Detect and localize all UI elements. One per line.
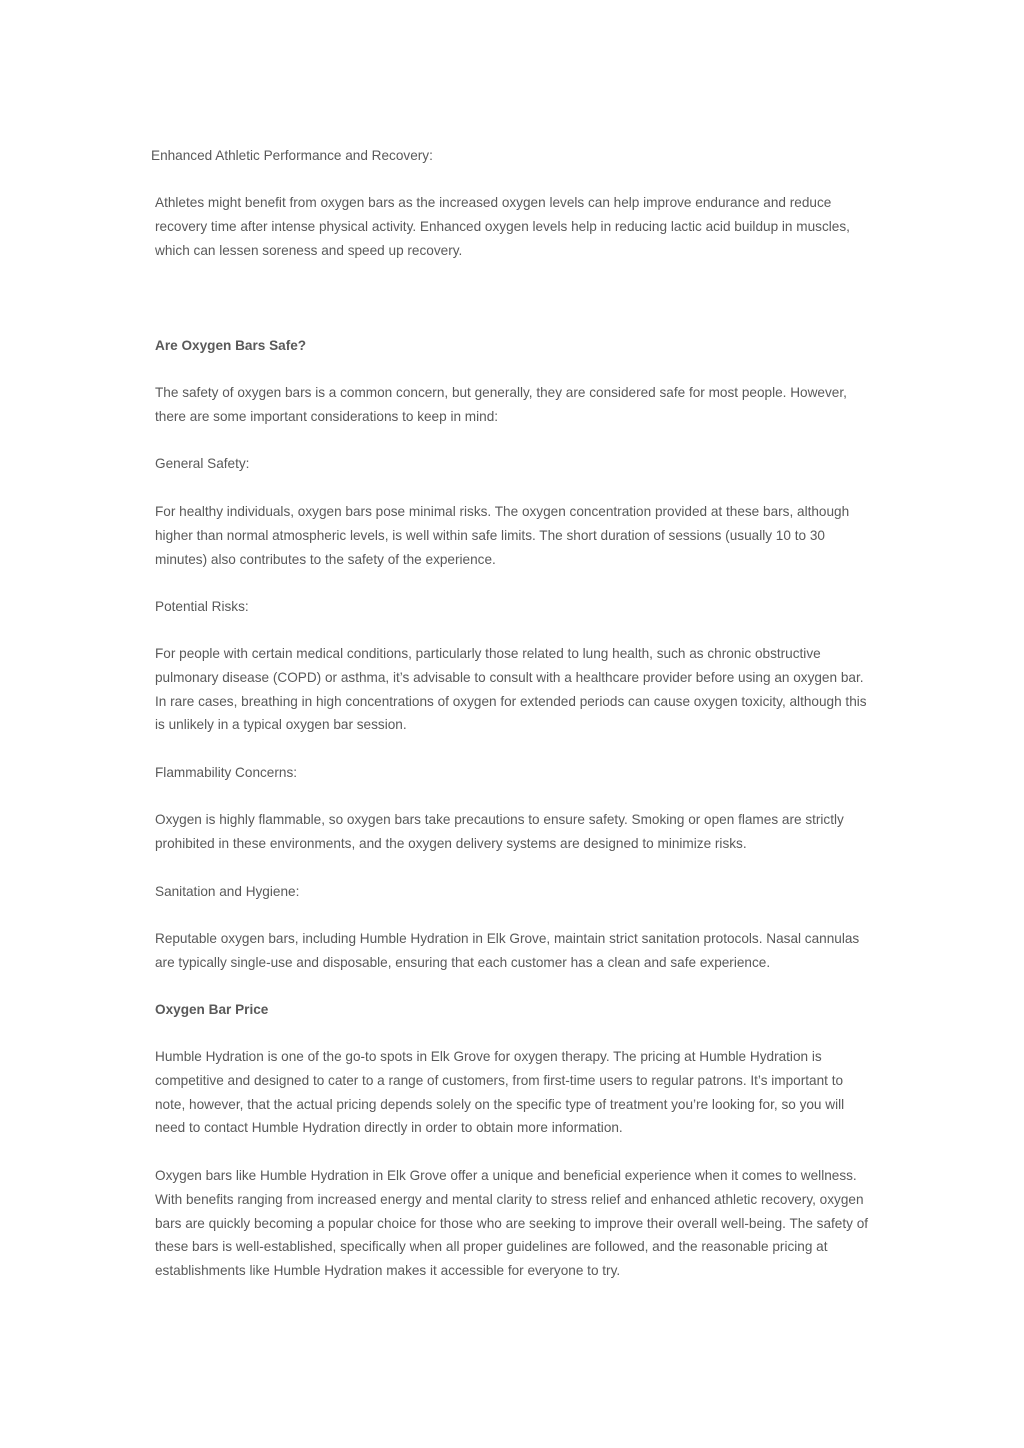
conclusion-paragraph: Oxygen bars like Humble Hydration in Elk Grove offer a unique and beneficial experience when it comes to wellness. With benefits ranging from increased energy and mental clarity to stress relief and enhanced athletic recovery, oxygen bars are quickly becoming a popular choice for those who are seeking to improve their overall well-being. The safety of these bars is well-established, specifically when all proper guidelines are followed, and the reasonable pricing at establishments like Humble Hydration makes it accessible for everyone to try.	[155, 1168, 869, 1279]
sanitation-paragraph: Reputable oxygen bars, including Humble Hydration in Elk Grove, maintain strict sanitation protocols. Nasal cannulas are typically single-use and disposable, ensuring that each customer has a clean and safe experience.	[155, 931, 860, 970]
sanitation-heading: Sanitation and Hygiene:	[155, 884, 300, 899]
safety-intro-paragraph: The safety of oxygen bars is a common concern, but generally, they are considered safe for most people. However, there are some important considerations to keep in mind:	[155, 385, 847, 424]
enhanced-performance-paragraph: Athletes might benefit from oxygen bars as the increased oxygen levels can help improve endurance and reduce recovery time after intense physical activity. Enhanced oxygen levels help in reducing lactic acid buildup in muscles, which can lessen soreness and speed up recovery.	[155, 195, 850, 258]
price-paragraph: Humble Hydration is one of the go-to spots in Elk Grove for oxygen therapy. The pricing at Humble Hydration is competitive and designed to cater to a range of customers, from first-time users to regular patrons. It’s important to note, however, that the actual pricing depends solely on the specific type of treatment you’re looking for, so you will need to contact Humble Hydration directly in order to obtain more information.	[155, 1049, 845, 1136]
general-safety-paragraph: For healthy individuals, oxygen bars pose minimal risks. The oxygen concentration provided at these bars, although higher than normal atmospheric levels, is well within safe limits. The short duration of sessions (usually 10 to 30 minutes) also contributes to the safety of the experience.	[155, 504, 850, 567]
flammability-heading: Flammability Concerns:	[155, 765, 298, 780]
general-safety-heading: General Safety:	[155, 456, 250, 471]
potential-risks-heading: Potential Risks:	[155, 599, 249, 614]
price-section-heading: Oxygen Bar Price	[155, 1002, 269, 1017]
enhanced-performance-heading: Enhanced Athletic Performance and Recovery:	[151, 148, 433, 163]
flammability-paragraph: Oxygen is highly flammable, so oxygen bars take precautions to ensure safety. Smoking or open flames are strictly prohibited in these environments, and the oxygen delivery systems are designed to minimize risks.	[155, 812, 844, 851]
potential-risks-paragraph: For people with certain medical conditions, particularly those related to lung health, such as chronic obstructive pulmonary disease (COPD) or asthma, it’s advisable to consult with a healthcare provider before using an oxygen bar. In rare cases, breathing in high concentrations of oxygen for extended periods can cause oxygen toxicity, although this is unlikely in a typical oxygen bar session.	[155, 646, 867, 733]
safety-section-heading: Are Oxygen Bars Safe?	[155, 338, 307, 353]
